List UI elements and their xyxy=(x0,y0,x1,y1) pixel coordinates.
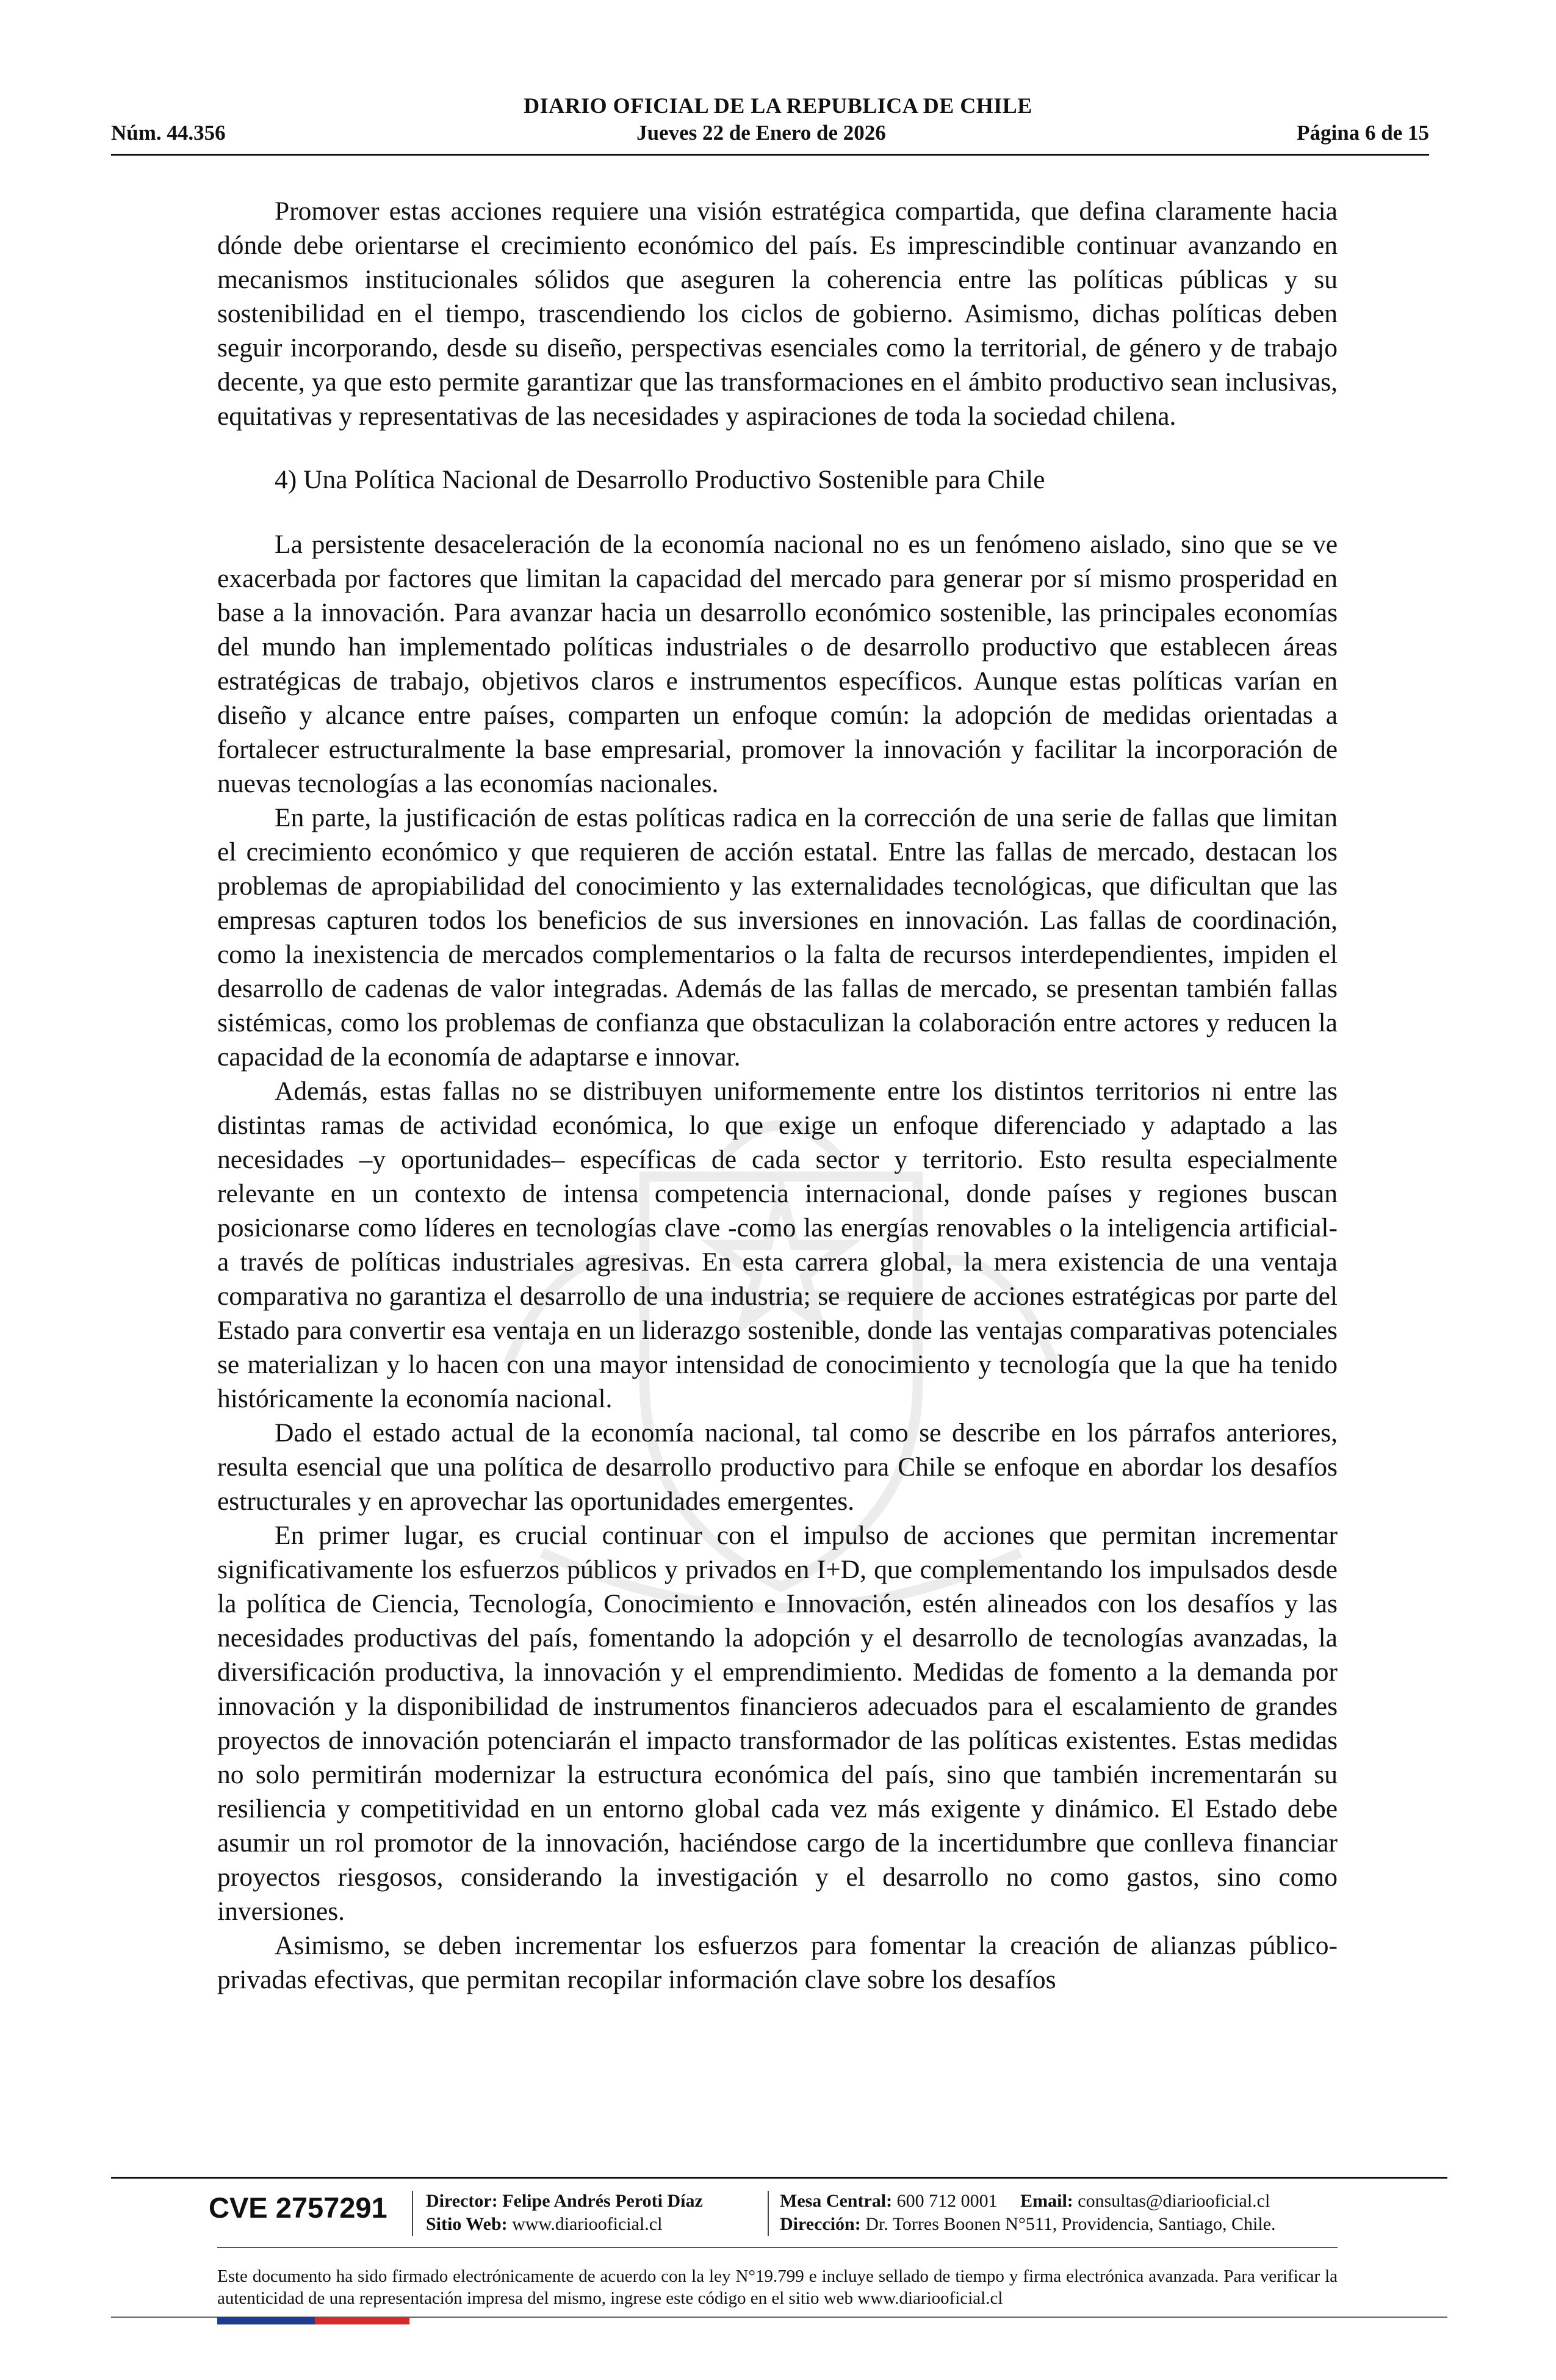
paragraph: Asimismo, se deben incrementar los esfuerzos para fomentar la creación de alianzas público-privadas efectivas, que permitan recopilar información clave sobre los desafíos xyxy=(217,1931,1338,1994)
footer-divider xyxy=(111,2177,1447,2179)
phone-label: Mesa Central: xyxy=(780,2191,893,2211)
section-heading: 4) Una Política Nacional de Desarrollo Productivo Sostenible para Chile xyxy=(275,465,1045,494)
header-row xyxy=(111,121,1429,145)
footer-inner-divider xyxy=(217,2247,1338,2248)
director-name: Felipe Andrés Peroti Díaz xyxy=(502,2191,703,2211)
document-body xyxy=(217,194,1338,1997)
phone-number: 600 712 0001 xyxy=(896,2191,998,2211)
site-link[interactable]: www.diariooficial.cl xyxy=(512,2214,663,2234)
signature-notice: Este documento ha sido firmado electrónicamente de acuerdo con la ley N°19.799 e incluye sellado de tiempo y firma electrónica avanzada. Para verificar la autenticidad de una representación impresa del mismo, ingrese este código en el sitio web www.diariooficial.cl xyxy=(217,2266,1338,2308)
flag-stripe xyxy=(217,2317,409,2324)
cve-code: CVE 2757291 xyxy=(209,2191,387,2224)
footer-separator xyxy=(768,2191,769,2236)
flag-blue-stripe xyxy=(217,2317,315,2324)
paragraph: Dado el estado actual de la economía nacional, tal como se describe en los párrafos anteriores, resulta esencial que una política de desarrollo productivo para Chile se enfoque en abordar los desafíos estructurales y en aprovechar las oportunidades emergentes. xyxy=(217,1418,1338,1516)
email-label: Email: xyxy=(1020,2191,1073,2211)
email-link[interactable]: consultas@diariooficial.cl xyxy=(1078,2191,1270,2211)
footer-director-block xyxy=(426,2190,703,2236)
site-label: Sitio Web: xyxy=(426,2214,508,2234)
paragraph: Además, estas fallas no se distribuyen uniformemente entre los distintos territorios ni entre las distintas ramas de actividad económica, lo que exige un enfoque diferenciado y adaptado a las necesidades –y oportunidades– específicas de cada sector y territorio. Esto resulta especialmente relevante en un contexto de intensa competencia internacional, donde países y regiones buscan posicionarse como líderes en tecnologías clave -como las energías renovables o la inteligencia artificial- a través de políticas industriales agresivas. En esta carrera global, la mera existencia de una ventaja comparativa no garantiza el desarrollo de una industria; se requiere de acciones estratégicas por parte del Estado para convertir esa ventaja en un liderazgo sostenible, donde las ventajas comparativas potenciales se materializan y lo hacen con una mayor intensidad de conocimiento y tecnología que la que ha tenido históricamente la economía nacional. xyxy=(217,1076,1338,1413)
flag-red-stripe xyxy=(315,2317,409,2324)
director-label: Director: xyxy=(426,2191,498,2211)
page-indicator: Página 6 de 15 xyxy=(1297,121,1429,145)
footer-contact-block xyxy=(780,2190,1276,2236)
paragraph: En parte, la justificación de estas políticas radica en la corrección de una serie de fallas que limitan el crecimiento económico y que requieren de acción estatal. Entre las fallas de mercado, destacan los problemas de apropiabilidad del conocimiento y las externalidades tecnológicas, que dificultan que las empresas capturen todos los beneficios de sus inversiones en innovación. Las fallas de coordinación, como la inexistencia de mercados complementarios o la falta de recursos interdependientes, impiden el desarrollo de cadenas de valor integradas. Además de las fallas de mercado, se presentan también fallas sistémicas, como los problemas de confianza que obstaculizan la colaboración entre actores y reducen la capacidad de la economía de adaptarse e innovar. xyxy=(217,803,1338,1072)
header-divider xyxy=(111,154,1429,156)
address-label: Dirección: xyxy=(780,2214,861,2234)
issue-number: Núm. 44.356 xyxy=(111,121,226,145)
paragraph: La persistente desaceleración de la economía nacional no es un fenómeno aislado, sino que se ve exacerbada por factores que limitan la capacidad del mercado para generar por sí mismo prosperidad en base a la innovación. Para avanzar hacia un desarrollo económico sostenible, las principales economías del mundo han implementado políticas industriales o de desarrollo productivo que establecen áreas estratégicas de trabajo, objetivos claros e instrumentos específicos. Aunque estas políticas varían en diseño y alcance entre países, comparten un enfoque común: la adopción de medidas orientadas a fortalecer estructuralmente la base empresarial, promover la innovación y facilitar la incorporación de nuevas tecnologías a las economías nacionales. xyxy=(217,530,1338,798)
paragraph: Promover estas acciones requiere una visión estratégica compartida, que defina claramente hacia dónde debe orientarse el crecimiento económico del país. Es imprescindible continuar avanzando en mecanismos institucionales sólidos que aseguren la coherencia entre las políticas públicas y su sostenibilidad en el tiempo, trascendiendo los ciclos de gobierno. Asimismo, dichas políticas deben seguir incorporando, desde su diseño, perspectivas esenciales como la territorial, de género y de trabajo decente, ya que esto permite garantizar que las transformaciones en el ámbito productivo sean inclusivas, equitativas y representativas de las necesidades y aspiraciones de toda la sociedad chilena. xyxy=(217,197,1338,431)
newspaper-title: DIARIO OFICIAL DE LA REPUBLICA DE CHILE xyxy=(524,93,1032,118)
footer-separator xyxy=(412,2191,413,2236)
issue-date: Jueves 22 de Enero de 2026 xyxy=(636,121,886,145)
paragraph: En primer lugar, es crucial continuar con el impulso de acciones que permitan incrementar significativamente los esfuerzos públicos y privados en I+D, que complementando los impulsados desde la política de Ciencia, Tecnología, Conocimiento e Innovación, estén alineados con los desafíos y las necesidades productivas del país, fomentando la adopción y el desarrollo de tecnologías avanzadas, la diversificación productiva, la innovación y el emprendimiento. Medidas de fomento a la demanda por innovación y la disponibilidad de instrumentos financieros adecuados para el escalamiento de grandes proyectos de innovación potenciarán el impacto transformador de las políticas existentes. Estas medidas no solo permitirán modernizar la estructura económica del país, sino que también incrementarán su resiliencia y competitividad en un entorno global cada vez más exigente y dinámico. El Estado debe asumir un rol promotor de la innovación, haciéndose cargo de la incertidumbre que conlleva financiar proyectos riesgosos, considerando la investigación y el desarrollo no como gastos, sino como inversiones. xyxy=(217,1521,1338,1926)
address-text: Dr. Torres Boonen N°511, Providencia, Santiago, Chile. xyxy=(865,2214,1276,2234)
